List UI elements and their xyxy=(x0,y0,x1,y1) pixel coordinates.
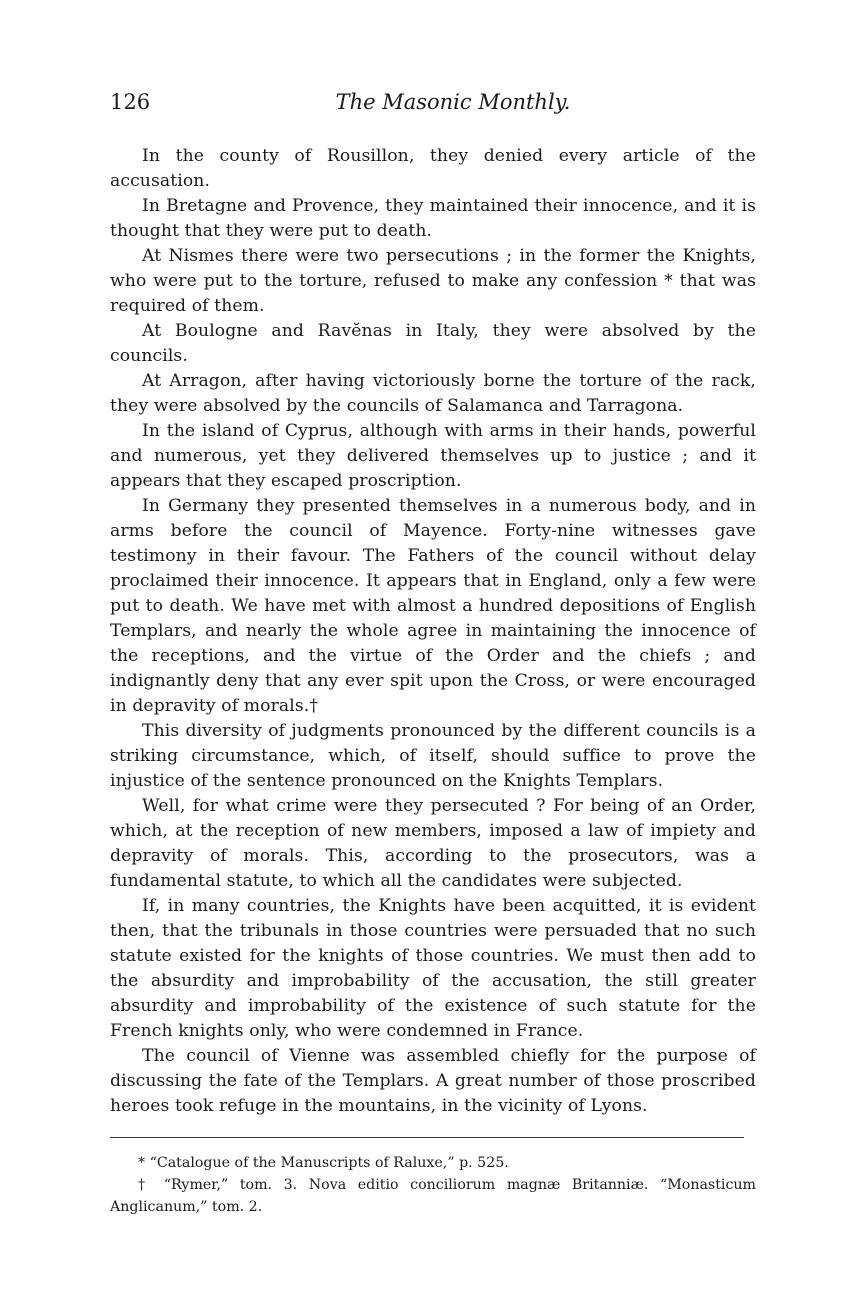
body-text xyxy=(110,144,756,1119)
paragraph: Well, for what crime were they persecuted ? For being of an Order, which, at the reception of new members, imposed a law of impiety and depravity of morals. This, according to the prosecutors, was a fundamental statute, to which all the candidates were subjected. xyxy=(110,796,756,891)
paragraph: In the county of Rousillon, they denied every article of the accusation. xyxy=(110,146,756,191)
paragraph: This diversity of judgments pronounced by the different councils is a striking circumstance, which, of itself, should suffice to prove the injustice of the sentence pronounced on the Knights Templars. xyxy=(110,721,756,791)
paragraph: In the island of Cyprus, although with arms in their hands, powerful and numerous, yet they delivered themselves up to justice ; and it appears that they escaped proscription. xyxy=(110,421,756,491)
footnotes xyxy=(110,1152,756,1218)
paragraph: The council of Vienne was assembled chiefly for the purpose of discussing the fate of the Templars. A great number of those proscribed heroes took refuge in the mountains, in the vicinity of Lyons. xyxy=(110,1046,756,1116)
paragraph: In Germany they presented themselves in a numerous body, and in arms before the council of Mayence. Forty-nine witnesses gave testimony in their favour. The Fathers of the council without delay proclaimed their innocence. It appears that in England, only a few were put to death. We have met with almost a hundred depositions of English Templars, and nearly the whole agree in maintaining the innocence of the receptions, and the virtue of the Order and the chiefs ; and indignantly deny that any ever spit upon the Cross, or were encouraged in depravity of morals.† xyxy=(110,496,756,716)
running-title: The Masonic Monthly. xyxy=(335,90,571,114)
footnote: * “Catalogue of the Manuscripts of Raluxe,” p. 525. xyxy=(138,1155,509,1171)
page xyxy=(110,90,756,1218)
paragraph: At Arragon, after having victoriously borne the torture of the rack, they were absolved by the councils of Salamanca and Tarragona. xyxy=(110,371,756,416)
footnote: † “Rymer,” tom. 3. Nova editio conciliorum magnæ Britanniæ. “Monasticum Anglicanum,” tom. 2. xyxy=(110,1177,756,1215)
paragraph: In Bretagne and Provence, they maintained their innocence, and it is thought that they were put to death. xyxy=(110,196,756,241)
page-number: 126 xyxy=(110,90,151,114)
paragraph: At Nismes there were two persecutions ; in the former the Knights, who were put to the torture, refused to make any confession * that was required of them. xyxy=(110,246,756,316)
paragraph: At Boulogne and Ravĕnas in Italy, they were absolved by the councils. xyxy=(110,321,756,366)
running-head xyxy=(110,90,756,130)
paragraph: If, in many countries, the Knights have been acquitted, it is evident then, that the tribunals in those countries were persuaded that no such statute existed for the knights of those countries. We must then add to the absurdity and improbability of the accusation, the still greater absurdity and improbability of the existence of such statute for the French knights only, who were condemned in France. xyxy=(110,896,756,1041)
footnote-divider xyxy=(110,1137,744,1138)
